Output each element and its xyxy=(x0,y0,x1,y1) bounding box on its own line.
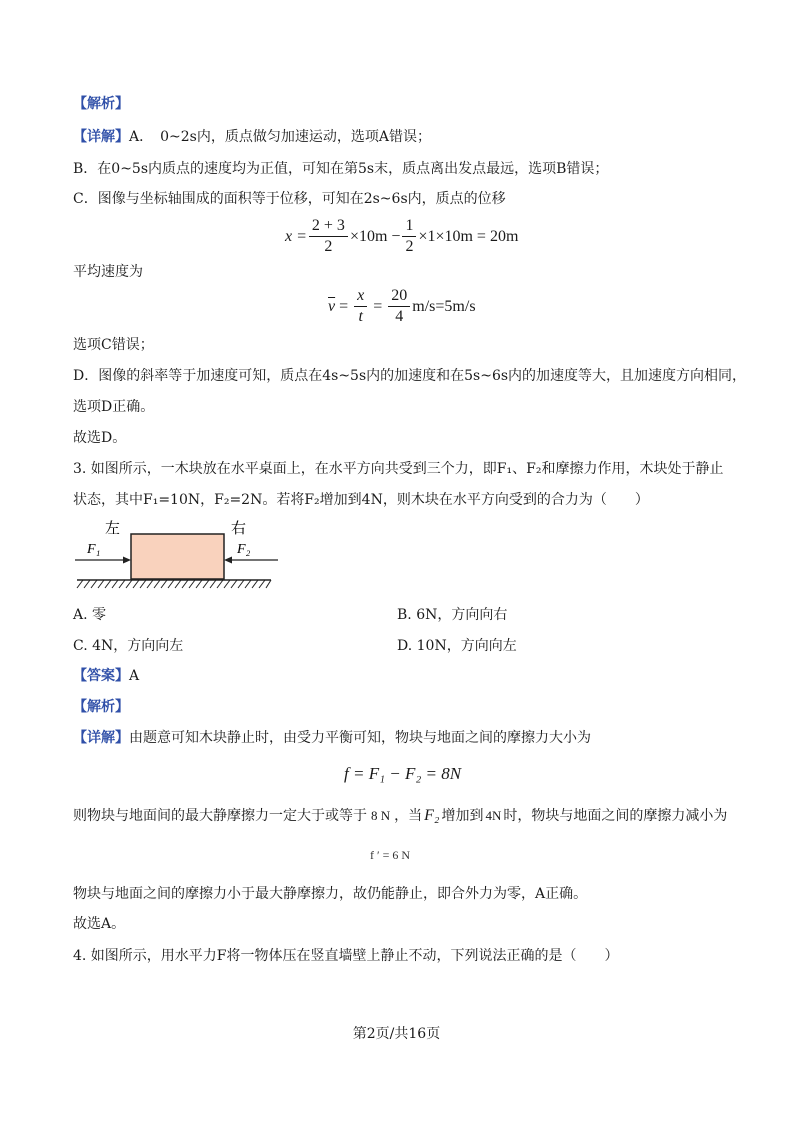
option-a-analysis: A． 0~2s内，质点做匀加速运动，选项A错误； xyxy=(129,129,431,145)
eq2-frac1: $\frac{x}{t}$ xyxy=(354,286,367,327)
line2-value-8n: 8 N xyxy=(371,808,391,823)
displacement-equation xyxy=(285,216,518,257)
average-velocity-equation xyxy=(328,286,476,327)
detail-heading: 【详解】 xyxy=(73,129,129,145)
detail-line-a xyxy=(73,127,431,147)
q3-detail-heading: 【详解】 xyxy=(73,730,129,746)
eq2-equals: = xyxy=(339,297,349,315)
q3-stem-1: 3. 如图所示，一木块放在水平桌面上，在水平方向共受到三个力，即F₁、F₂和摩擦力作用，木块处于静止 xyxy=(73,461,724,477)
q3-stem-2: 状态，其中F₁=10N，F₂=2N。若将F₂增加到4N，则木块在水平方向受到的合力为（ ） xyxy=(73,492,649,508)
eq1-rhs: ×1×10m = 20m xyxy=(418,227,519,245)
f1-label: F₁ xyxy=(87,542,101,557)
option-c-analysis: C．图像与坐标轴围成的面积等于位移，可知在2s~6s内，质点的位移 xyxy=(73,191,506,207)
option-a: A. 零 xyxy=(73,607,107,623)
option-d: D. 10N，方向向左 xyxy=(397,638,517,654)
option-d-analysis-2: 选项D正确。 xyxy=(73,399,155,415)
eq2-lhs: $\overline{v}$ xyxy=(328,297,336,315)
q3-analysis-heading: 【解析】 xyxy=(73,699,129,715)
analysis-heading: 【解析】 xyxy=(73,96,129,112)
line2-text-a: 则物块与地面间的最大静摩擦力一定大于或等于 xyxy=(73,808,367,824)
line2-text-b: ，当 xyxy=(394,808,423,824)
line2-text-d: 时，物块与地面之间的摩擦力减小为 xyxy=(503,808,728,824)
q3-conclusion: 故选A。 xyxy=(73,916,126,932)
answer-value: A xyxy=(129,668,140,684)
option-c: C. 4N，方向向左 xyxy=(73,638,184,654)
line2-f2: F₂ xyxy=(424,807,440,824)
line2-text-c: 增加到 xyxy=(441,808,484,824)
new-friction-equation: f ′ = 6 N xyxy=(370,848,411,862)
answer-line xyxy=(73,666,139,686)
eq1-frac1: $\frac{2 + 3}{2}$ xyxy=(309,216,348,257)
eq2-equals-2: = xyxy=(373,297,383,315)
option-b-analysis: B．在0~5s内质点的速度均为正值，可知在第5s末，质点离出发点最远，选项B错误； xyxy=(73,161,609,177)
option-b: B. 6N，方向向右 xyxy=(397,607,508,623)
wooden-block xyxy=(131,534,224,579)
left-label: 左 xyxy=(105,521,121,537)
eq2-frac2: $\frac{20}{4}$ xyxy=(388,286,410,327)
eq1-mid: ×10m − xyxy=(349,227,401,245)
q2-conclusion: 故选D。 xyxy=(73,430,127,446)
eq1-lhs: x = xyxy=(285,227,307,245)
eq2-rhs: m/s=5m/s xyxy=(412,297,476,315)
f2-label: F₂ xyxy=(237,542,251,557)
right-label: 右 xyxy=(231,521,247,537)
q3-detail-text: 由题意可知木块静止时，由受力平衡可知，物块与地面之间的摩擦力大小为 xyxy=(129,730,591,746)
f1-arrowhead xyxy=(123,557,131,564)
ground-hatching xyxy=(77,580,271,588)
f2-arrowhead xyxy=(224,557,232,564)
q4-stem: 4. 如图所示，用水平力F将一物体压在竖直墙壁上静止不动，下列说法正确的是（ ） xyxy=(73,948,619,964)
line2-value-4n: 4N xyxy=(485,808,502,823)
friction-equation: f = F₁ − F₂ = 8N xyxy=(344,764,462,783)
force-diagram xyxy=(73,515,283,595)
q3-detail-line-2 xyxy=(73,806,727,826)
option-d-analysis-1: D．图像的斜率等于加速度可知，质点在4s~5s内的加速度和在5s~6s内的加速度等大，且加速度方向相同， xyxy=(73,368,747,384)
q3-detail-line-1 xyxy=(73,728,591,748)
q3-detail-line-3: 物块与地面之间的摩擦力小于最大静摩擦力，故仍能静止，即合外力为零，A正确。 xyxy=(73,886,588,902)
page-footer: 第2页/共16页 xyxy=(352,1026,441,1042)
eq1-frac2: $\frac{1}{2}$ xyxy=(402,216,416,257)
option-c-verdict: 选项C错误； xyxy=(73,337,154,353)
answer-heading: 【答案】 xyxy=(73,668,129,684)
average-velocity-label: 平均速度为 xyxy=(73,264,143,280)
